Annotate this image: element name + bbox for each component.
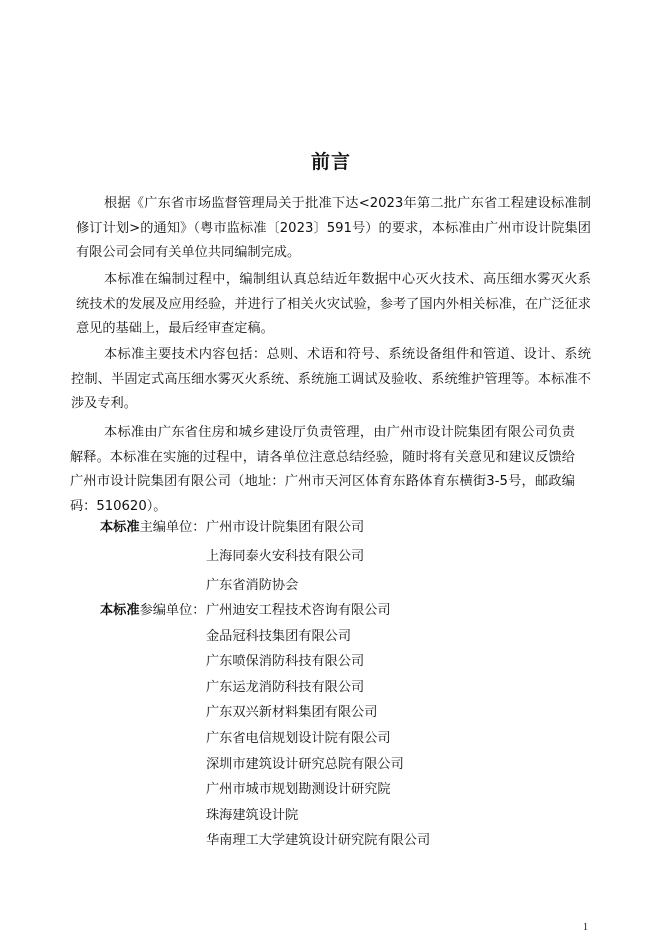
participant-unit: 深圳市建筑设计研究总院有限公司 [206,757,404,772]
chief-editor-label-bold: 本标准 [100,520,140,535]
chief-editor-label-rest: 主编单位： [139,520,206,535]
participant-unit: 广东运龙消防科技有限公司 [206,680,365,695]
chief-editor-unit: 上海同泰火安科技有限公司 [206,549,365,564]
participant-unit: 珠海建筑设计院 [206,808,299,823]
participants-label [100,599,206,618]
paragraph-contents: 本标准主要技术内容包括：总则、术语和符号、系统设备组件和管道、设计、系统控制、半固定式高压细水雾灭火系统、系统施工调试及验收、系统维护管理等。本标准不涉及专利。 [71,347,591,411]
participant-unit: 华南理工大学建筑设计研究院有限公司 [206,833,431,848]
paragraph-approval: 根据《广东省市场监督管理局关于批准下达<2023年第二批广东省工程建设标准制修订计划>的通知》（粤市监标准〔2023〕591号）的要求，本标准由广州市设计院集团有限公司会同有关单位共同编制完成。 [76,196,591,260]
participant-unit: 广东省电信规划设计院有限公司 [206,731,391,746]
participant-unit: 金品冠科技集团有限公司 [206,629,352,644]
page-number: 1 [583,922,588,933]
page-title: 前言 [310,151,351,173]
chief-editor-unit: 广东省消防协会 [206,578,299,593]
chief-editor-unit: 广州市设计院集团有限公司 [206,520,365,535]
participant-unit: 广州市城市规划勘测设计研究院 [206,782,391,797]
chief-editor-label [100,516,206,535]
participants-label-rest: 参编单位： [139,603,206,618]
participant-unit: 广东喷保消防科技有限公司 [206,654,365,669]
paragraph-compilation: 本标准在编制过程中，编制组认真总结近年数据中心灭火技术、高压细水雾灭火系统技术的发展及应用经验，并进行了相关火灾试验，参考了国内外相关标准，在广泛征求意见的基础上，最后经审查定稿。 [76,272,591,336]
participants-label-bold: 本标准 [100,603,140,618]
paragraph-management: 本标准由广东省住房和城乡建设厅负责管理，由广州市设计院集团有限公司负责解释。本标准在实施的过程中，请各单位注意总结经验，随时将有关意见和建议反馈给广州市设计院集团有限公司（地址：广州市天河区体育东路体育东横街3-5号，邮政编码：510620）。 [70,425,575,514]
participant-unit: 广州迪安工程技术咨询有限公司 [206,603,391,618]
participant-unit: 广东双兴新材料集团有限公司 [206,705,378,720]
